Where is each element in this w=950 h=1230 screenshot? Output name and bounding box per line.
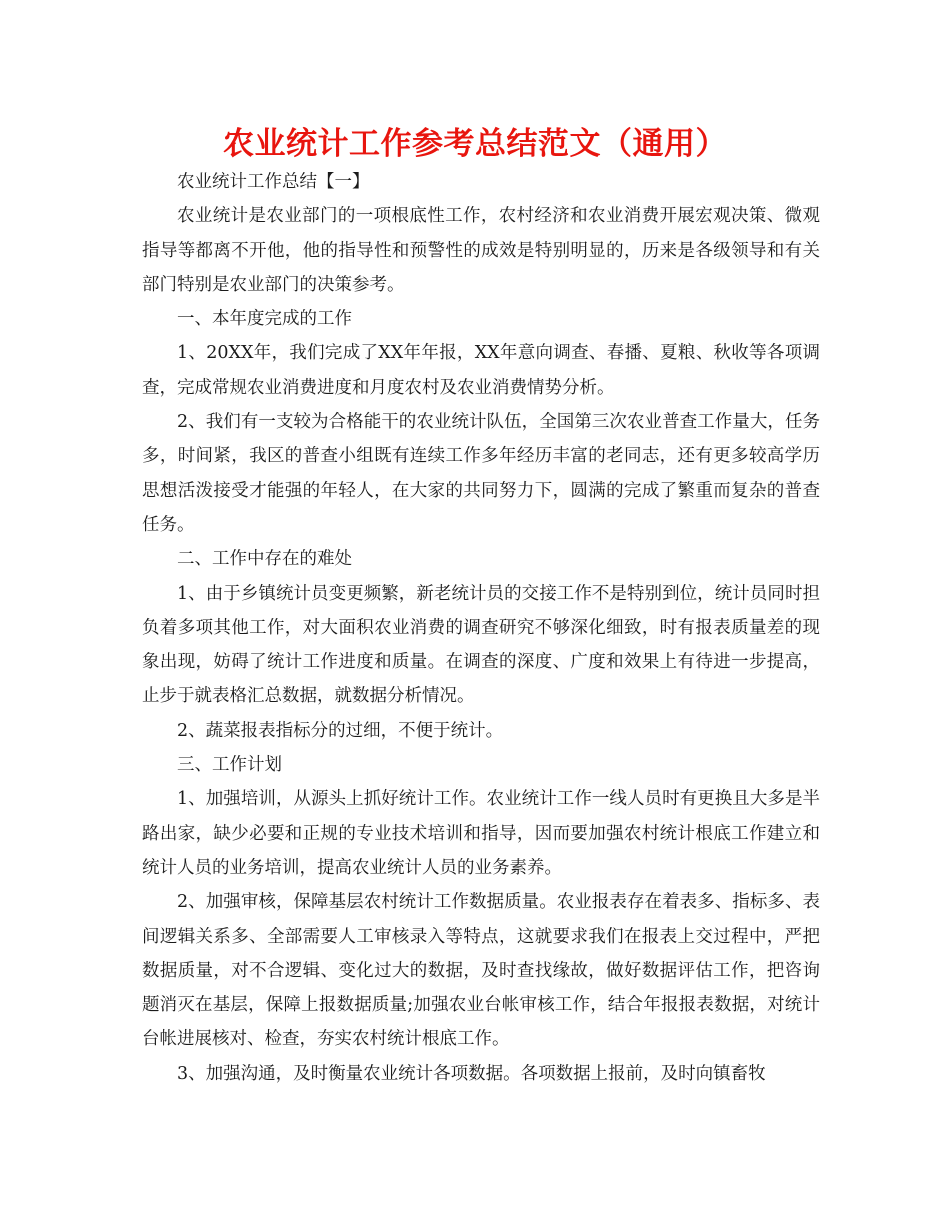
paragraph: 2、加强审核，保障基层农村统计工作数据质量。农业报表存在着表多、指标多、表间逻辑关系多、全部需要人工审核录入等特点，这就要求我们在报表上交过程中，严把数据质量，对不合逻辑、变化过大的数据，及时查找缘故，做好数据评估工作，把咨询题消灭在基层，保障上报数据质量;加强农业台帐审核工作，结合年报报表数据，对统计台帐进展核对、检查，夯实农村统计根底工作。 [142,892,820,1050]
paragraph: 2、蔬菜报表指标分的过细，不便于统计。 [177,720,504,741]
paragraph: 农业统计是农业部门的一项根底性工作，农村经济和农业消费开展宏观决策、微观指导等都离不开他，他的指导性和预警性的成效是特别明显的，历来是各级领导和有关部门特别是农业部门的决策参考。 [142,206,820,295]
paragraph: 1、20XX年，我们完成了XX年年报，XX年意向调查、春播、夏粮、秋收等各项调查，完成常规农业消费进度和月度农村及农业消费情势分析。 [142,343,820,398]
section-heading: 二、工作中存在的难处 [177,549,352,570]
paragraph: 2、我们有一支较为合格能干的农业统计队伍，全国第三次农业普查工作量大，任务多，时间紧，我区的普查小组既有连续工作多年经历丰富的老同志，还有更多较高学历思想活泼接受才能强的年轻人，在大家的共同努力下，圆满的完成了繁重而复杂的普查任务。 [142,412,820,535]
section-heading: 三、工作计划 [177,755,282,776]
section-heading: 农业统计工作总结【一】 [177,172,370,192]
paragraph: 1、加强培训，从源头上抓好统计工作。农业统计工作一线人员时有更换且大多是半路出家，缺少必要和正规的专业技术培训和指导，因而要加强农村统计根底工作建立和统计人员的业务培训，提高农业统计人员的业务素养。 [142,789,820,878]
document-body [142,165,820,1091]
paragraph: 1、由于乡镇统计员变更频繁，新老统计员的交接工作不是特别到位，统计员同时担负着多项其他工作，对大面积农业消费的调查研究不够深化细致，时有报表质量差的现象出现，妨碍了统计工作进度和质量。在调查的深度、广度和效果上有待进一步提高，止步于就表格汇总数据，就数据分析情况。 [142,583,820,707]
paragraph: 3、加强沟通，及时衡量农业统计各项数据。各项数据上报前，及时向镇畜牧 [177,1063,766,1084]
document-title: 农业统计工作参考总结范文（通用） [223,126,727,162]
section-heading: 一、本年度完成的工作 [177,309,352,330]
